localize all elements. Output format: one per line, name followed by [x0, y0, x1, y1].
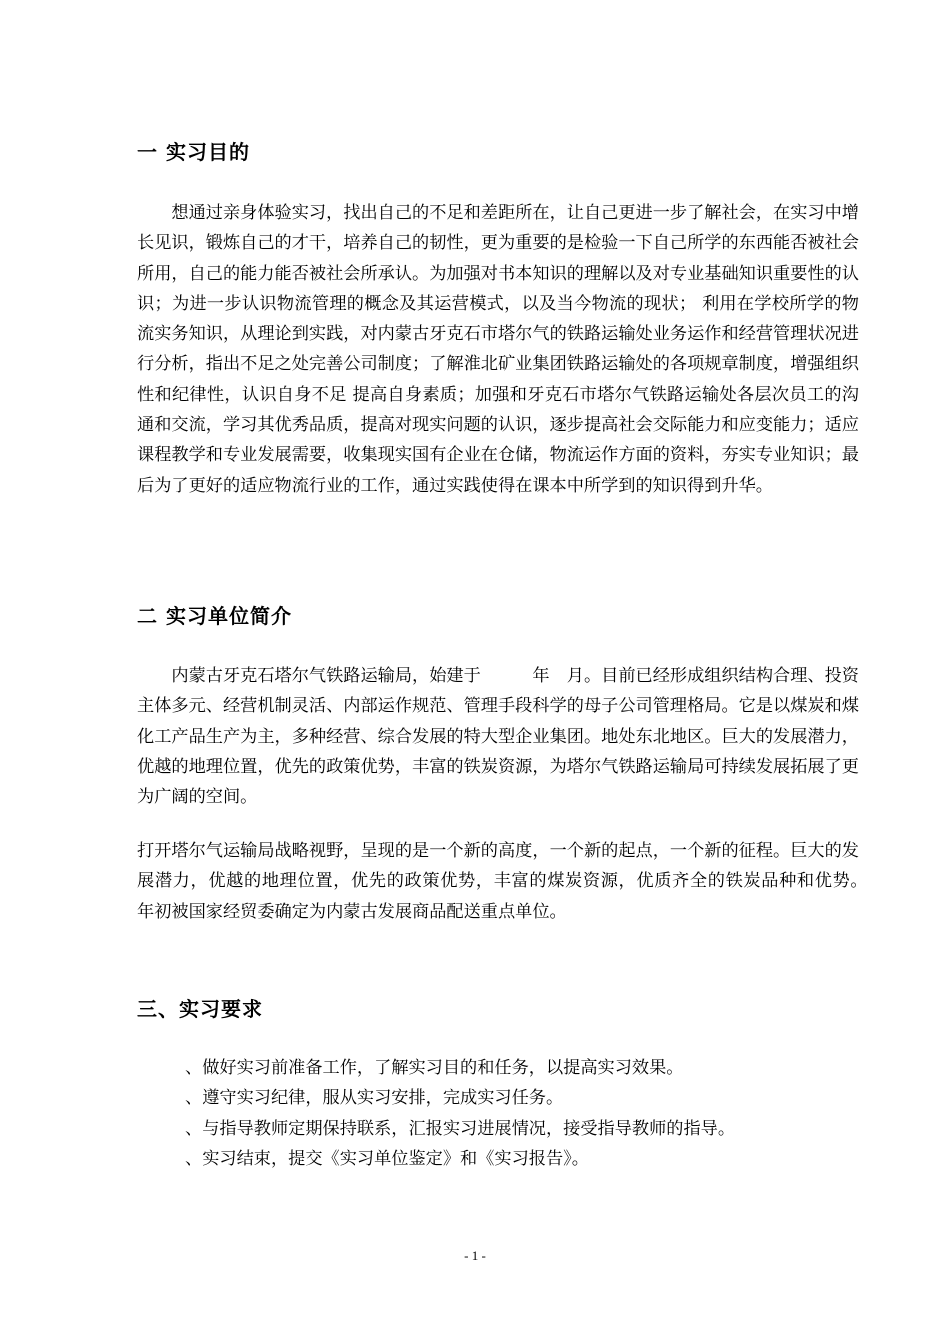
- paragraph-purpose: 想通过亲身体验实习，找出自己的不足和差距所在，让自己更进一步了解社会，在实习中增长见识，锻炼自己的才干，培养自己的韧性，更为重要的是检验一下自己所学的东西能否被社会所用，自己的能力能否被社会所承认。为加强对书本知识的理解以及对专业基础知识重要性的认识；为进一步认识物流管理的概念及其运营模式，以及当今物流的现状； 利用在学校所学的物流实务知识，从理论到实践，对内蒙古牙克石市塔尔气的铁路运输处业务运作和经营管理状况进行分析，指出不足之处完善公司制度；了解淮北矿业集团铁路运输处的各项规章制度，增强组织性和纪律性，认识自身不足 提高自身素质；加强和牙克石市塔尔气铁路运输处各层次员工的沟通和交流，学习其优秀品质，提高对现实问题的认识，逐步提高社会交际能力和应变能力；适应课程教学和专业发展需要，收集现实国有企业在仓储，物流运作方面的资料，夯实专业知识；最后为了更好的适应物流行业的工作，通过实践使得在课本中所学到的知识得到升华。: [137, 203, 859, 496]
- paragraph-unit-intro-2: 打开塔尔气运输局战略视野，呈现的是一个新的高度，一个新的起点，一个新的征程。巨大的发展潜力，优越的地理位置，优先的政策优势，丰富的煤炭资源，优质齐全的铁炭品种和优势。 年初被国家经贸委确定为内蒙古发展商品配送重点单位。: [137, 841, 894, 922]
- list-item: 、与指导教师定期保持联系，汇报实习进展情况，接受指导教师的指导。: [185, 1118, 736, 1139]
- page-number: - 1 -: [464, 1248, 486, 1263]
- list-item: 、遵守实习纪律，服从实习安排，完成实习任务。: [185, 1088, 564, 1109]
- section-heading-unit-intro: 二 实习单位简介: [137, 604, 292, 628]
- requirements-list: [185, 1053, 865, 1174]
- section-heading-requirements: 三、实习要求: [137, 997, 263, 1021]
- list-item: 、实习结束，提交《实习单位鉴定》和《实习报告》。: [185, 1148, 589, 1169]
- list-item: 、做好实习前准备工作，了解实习目的和任务，以提高实习效果。: [185, 1058, 684, 1078]
- section-heading-purpose: 一 实习目的: [137, 140, 250, 164]
- paragraph-unit-intro-1: 内蒙古牙克石塔尔气铁路运输局，始建于 年 月。目前已经形成组织结构合理、投资主体多元、经营机制灵活、内部运作规范、管理手段科学的母子公司管理格局。它是以煤炭和煤化工产品生产为主，多种经营、综合发展的特大型企业集团。地处东北地区。巨大的发展潜力，优越的地理位置，优先的政策优势，丰富的铁炭资源，为塔尔气铁路运输局可持续发展拓展了更为广阔的空间。: [137, 666, 859, 808]
